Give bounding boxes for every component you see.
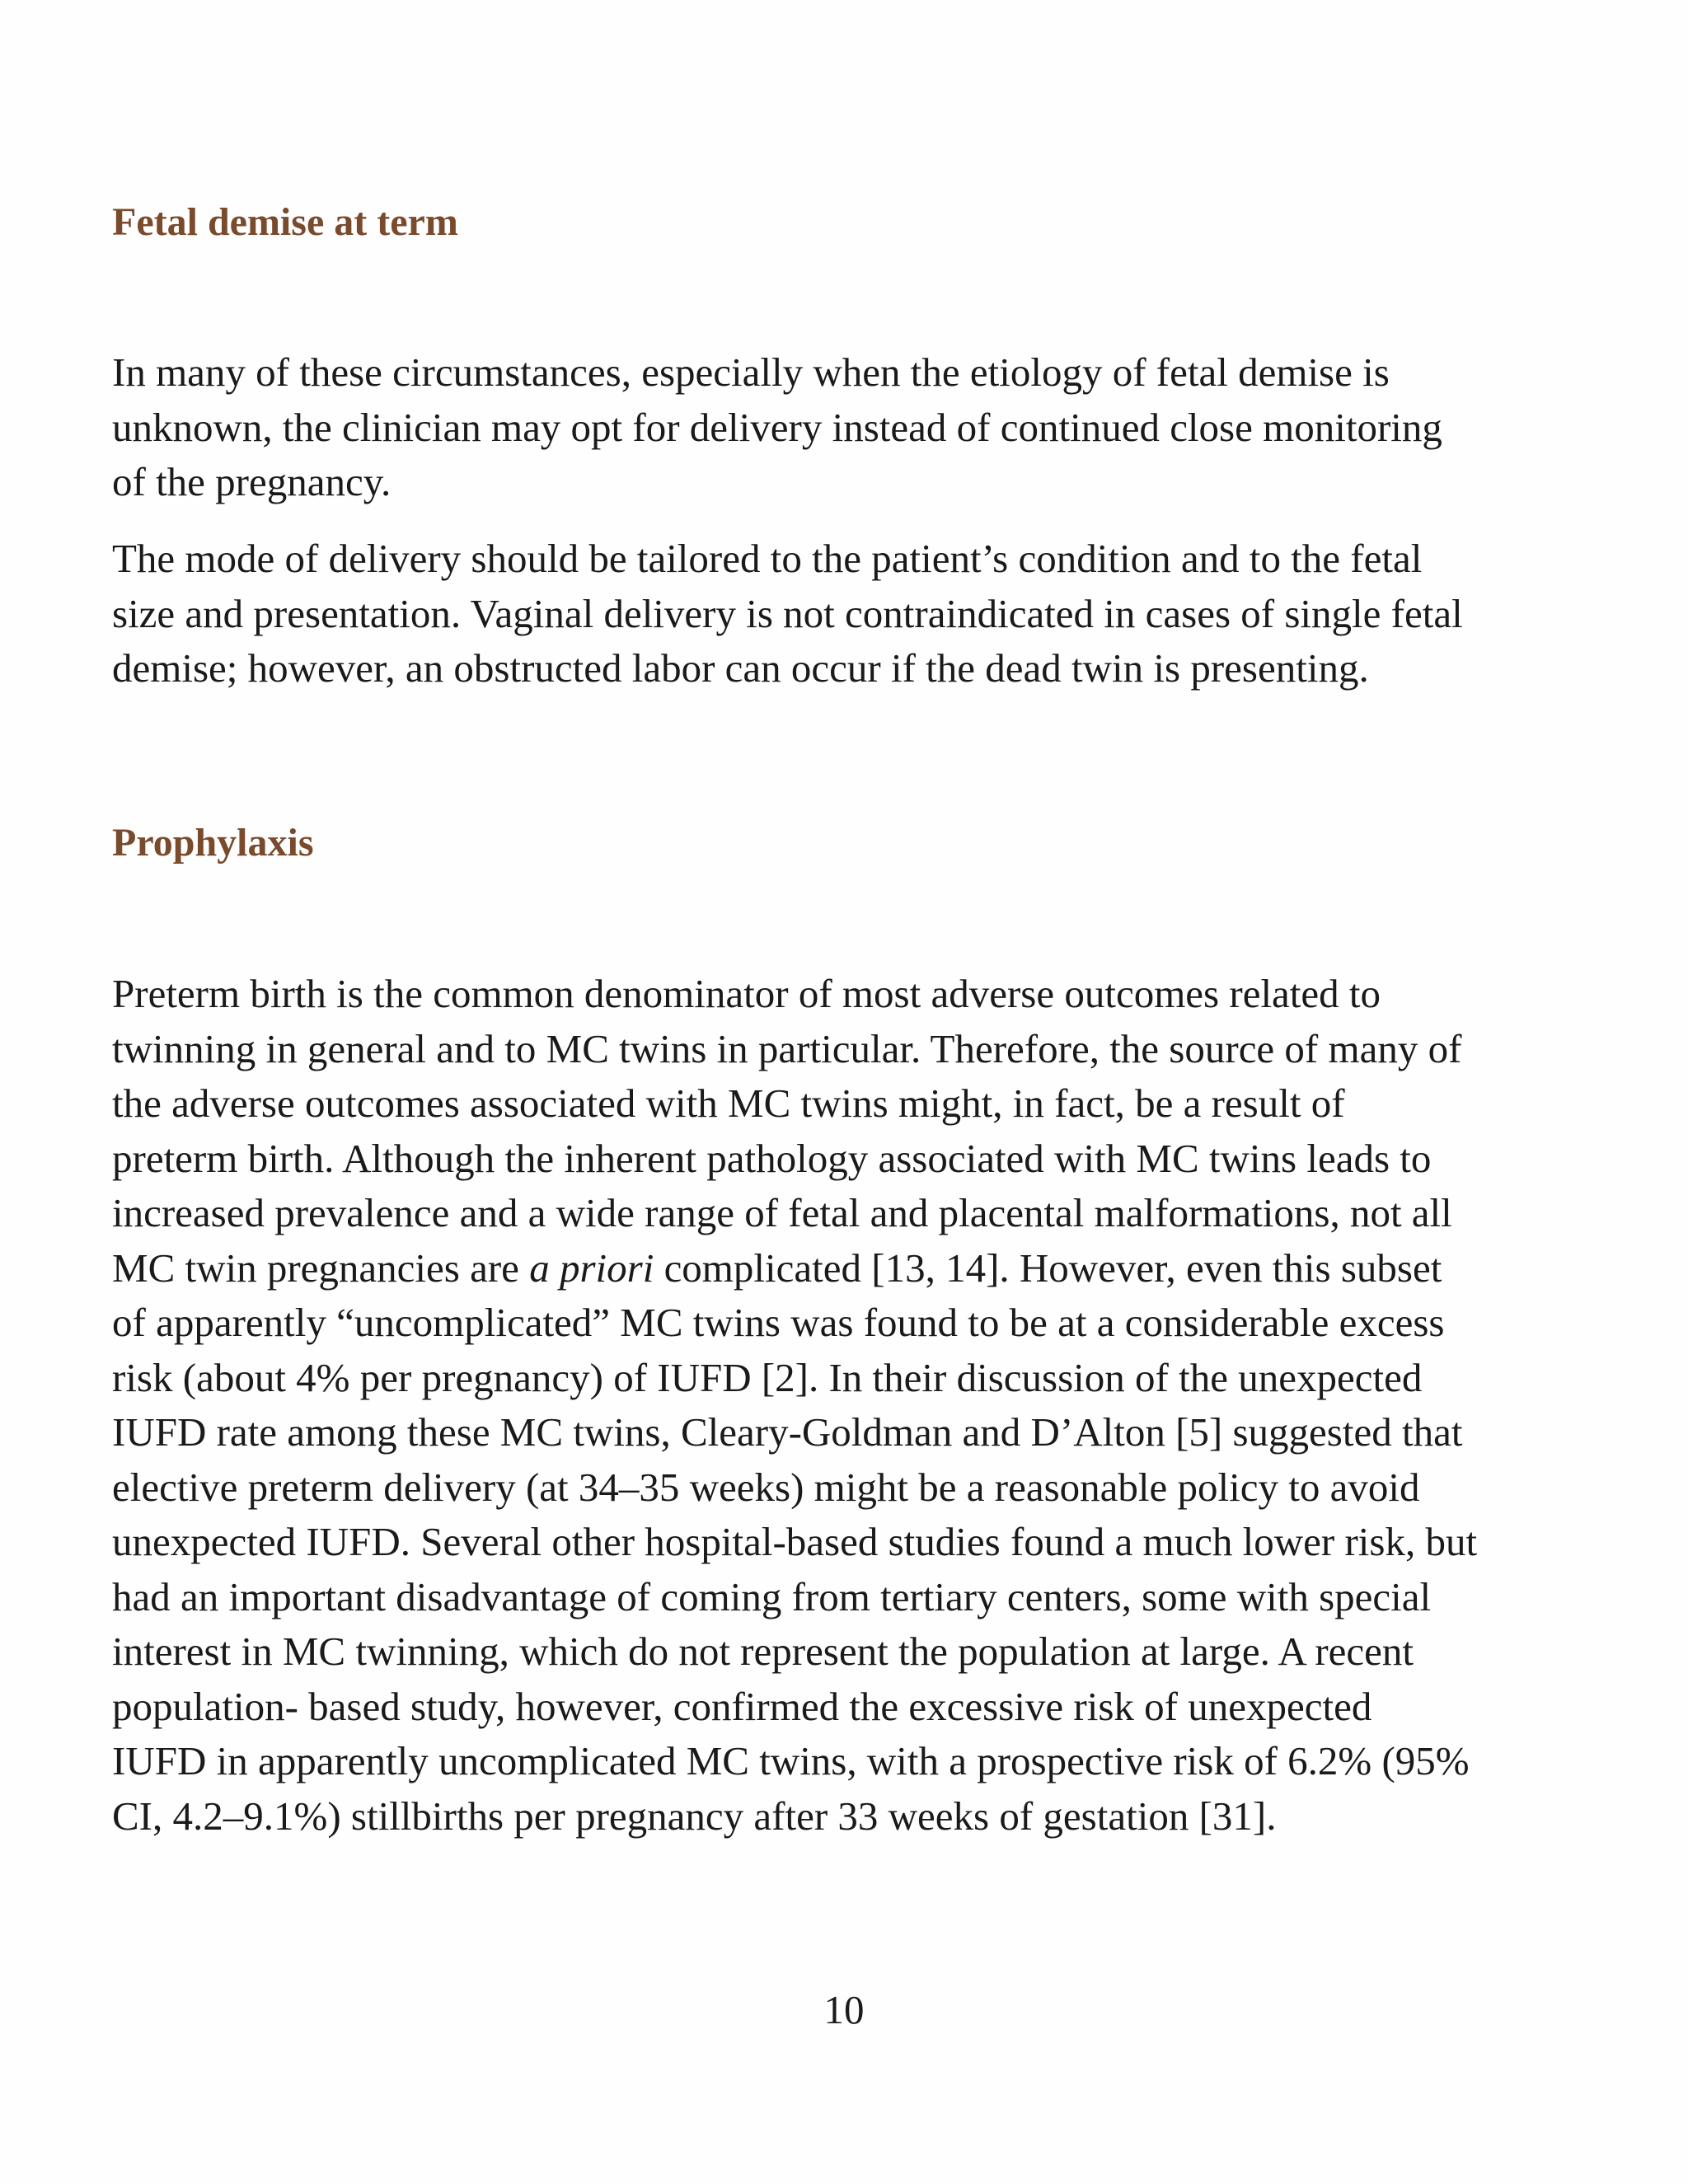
text-line: unknown, the clinician may opt for delivery instead of continued close monitoring [112, 404, 1442, 450]
text-line: size and presentation. Vaginal delivery is not contraindicated in cases of single fetal [112, 590, 1463, 636]
text-line: twinning in general and to MC twins in particular. Therefore, the source of many of [112, 1025, 1462, 1071]
text-line: elective preterm delivery (at 34–35 weeks) might be a reasonable policy to avoid [112, 1464, 1420, 1510]
italic-term-a-priori: a priori [529, 1244, 654, 1291]
text-line: of apparently “uncomplicated” MC twins was found to be at a considerable excess [112, 1300, 1445, 1345]
paragraph-mode-of-delivery [112, 532, 1596, 696]
paragraph-delivery-option [112, 345, 1596, 510]
text-line: increased prevalence and a wide range of fetal and placental malformations, not all [112, 1190, 1452, 1235]
text-segment: MC twin pregnancies are [112, 1244, 530, 1291]
text-line: population- based study, however, confirmed the excessive risk of unexpected [112, 1683, 1372, 1729]
page-number: 10 [823, 1987, 865, 2032]
text-line: demise; however, an obstructed labor can occur if the dead twin is presenting. [112, 645, 1369, 691]
text-line: Preterm birth is the common denominator of most adverse outcomes related to [112, 971, 1381, 1016]
text-line: risk (about 4% per pregnancy) of IUFD [2]. In their discussion of the unexpected [112, 1354, 1423, 1400]
text-line: IUFD in apparently uncomplicated MC twins, with a prospective risk of 6.2% (95% [112, 1738, 1470, 1783]
paragraph-prophylaxis [112, 967, 1596, 1844]
text-line: CI, 4.2–9.1%) stillbirths per pregnancy after 33 weeks of gestation [31]. [112, 1793, 1277, 1839]
text-line-with-italic [112, 1241, 1596, 1296]
text-line: The mode of delivery should be tailored to the patient’s condition and to the fetal [112, 536, 1423, 581]
text-line: interest in MC twinning, which do not represent the population at large. A recent [112, 1629, 1414, 1674]
text-line: In many of these circumstances, especially when the etiology of fetal demise is [112, 349, 1390, 395]
text-line: preterm birth. Although the inherent pathology associated with MC twins leads to [112, 1135, 1432, 1181]
section-heading-fetal-demise: Fetal demise at term [112, 200, 458, 244]
text-line: of the pregnancy. [112, 459, 392, 504]
text-line: IUFD rate among these MC twins, Cleary-Goldman and D’Alton [5] suggested that [112, 1409, 1463, 1455]
text-line: had an important disadvantage of coming from tertiary centers, some with special [112, 1573, 1432, 1619]
section-heading-prophylaxis: Prophylaxis [112, 821, 314, 865]
text-line: the adverse outcomes associated with MC twins might, in fact, be a result of [112, 1080, 1345, 1126]
text-line: unexpected IUFD. Several other hospital-based studies found a much lower risk, but [112, 1519, 1478, 1564]
text-segment: complicated [13, 14]. However, even this subset [654, 1244, 1442, 1291]
